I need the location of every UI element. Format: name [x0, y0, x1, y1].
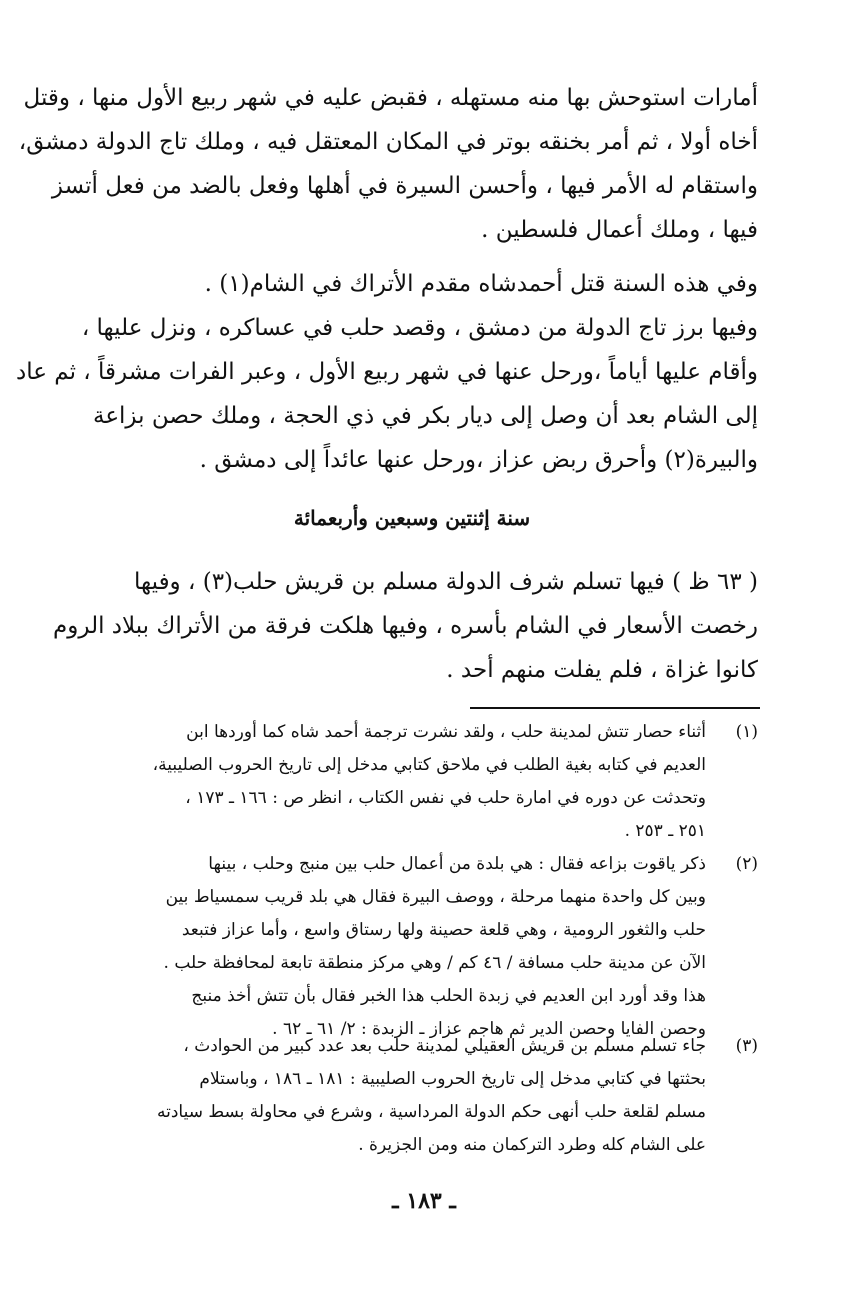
footnote-body: [66, 848, 706, 1046]
text-line: أخاه أولا ، ثم أمر بخنقه بوتر في المكان المعتقل فيه ، وملك تاج الدولة دمشق،: [18, 129, 758, 155]
footnote-line: حلب والثغور الرومية ، وهي قلعة حصينة ولها رستاق واسع ، وأما عزاز فتبعد: [181, 920, 706, 940]
text-line: وأقام عليها أياماً ،ورحل عنها في شهر ربيع الأول ، وعبر الفرات مشرقاً ، ثم عاد: [16, 359, 758, 385]
text-line: ( ٦٣ ظ ) فيها تسلم شرف الدولة مسلم بن قريش حلب(٣) ، وفيها: [134, 569, 758, 595]
footnote-line: وتحدثت عن دوره في امارة حلب في نفس الكتاب ، انظر ص : ١٦٦ ـ ١٧٣ ،: [185, 788, 706, 808]
text-line: والبيرة(٢) وأحرق ربض عزاز ،ورحل عنها عائداً إلى دمشق .: [199, 447, 758, 473]
paragraph-4: [53, 560, 758, 692]
footnote-number: (٢): [735, 854, 758, 874]
paragraph-2: [66, 262, 758, 306]
text-line: إلى الشام بعد أن وصل إلى ديار بكر في ذي الحجة ، وملك حصن بزاعة: [92, 403, 758, 429]
section-heading: سنة إثنتين وسبعين وأربعمائة: [293, 506, 531, 530]
footnote-line: مسلم لقلعة حلب أنهى حكم الدولة المرداسية ، وشرع في محاولة بسط سيادته: [156, 1102, 706, 1122]
footnote-line: الآن عن مدينة حلب مسافة / ٤٦ كم / وهي مركز منطقة تابعة لمحافظة حلب .: [163, 953, 706, 973]
footnote-line: على الشام كله وطرد التركمان منه ومن الجزيرة .: [358, 1135, 706, 1155]
text-line: وفي هذه السنة قتل أحمدشاه مقدم الأتراك في الشام(١) .: [204, 271, 758, 297]
text-line: أمارات استوحش بها منه مستهله ، فقبض عليه في شهر ربيع الأول منها ، وقتل: [23, 85, 758, 111]
footnote-number: (١): [735, 722, 758, 742]
footnote-1: [66, 716, 758, 848]
text-line: كانوا غزاة ، فلم يفلت منهم أحد .: [446, 657, 758, 683]
footnote-line: هذا وقد أورد ابن العديم في زبدة الحلب هذا الخبر فقال بأن تتش أخذ منبج: [191, 986, 706, 1006]
footnote-line: أثناء حصار تتش لمدينة حلب ، ولقد نشرت ترجمة أحمد شاه كما أوردها ابن: [186, 722, 706, 742]
footnote-line: وبين كل واحدة منهما مرحلة ، ووصف البيرة فقال هي بلد قريب سمسياط بين: [165, 887, 706, 907]
footnote-line: ذكر ياقوت بزاعه فقال : هي بلدة من أعمال حلب بين منبج وحلب ، بينها: [208, 854, 706, 874]
footnote-body: [66, 1030, 706, 1162]
text-line: وفيها برز تاج الدولة من دمشق ، وقصد حلب في عساكره ، ونزل عليها ،: [81, 315, 758, 341]
text-line: فيها ، وملك أعمال فلسطين .: [481, 217, 758, 243]
footnote-number: (٣): [735, 1036, 758, 1056]
page-number: ـ ١٨٣ ـ: [392, 1188, 456, 1214]
footnote-line: جاء تسلم مسلم بن قريش العقيلي لمدينة حلب بعد عدد كبير من الحوادث ،: [183, 1036, 706, 1056]
footnote-2: [66, 848, 758, 1046]
paragraph-1: [18, 76, 758, 252]
footnote-body: [66, 716, 706, 848]
paragraph-3: [16, 306, 758, 482]
footnote-line: وحصن الفايا وحصن الدير ثم هاجم عزاز ـ الزبدة : ٢/ ٦١ ـ ٦٢ .: [272, 1019, 706, 1039]
footnote-3: [66, 1030, 758, 1162]
footnote-line: بحثتها في كتابي مدخل إلى تاريخ الحروب الصليبية : ١٨١ ـ ١٨٦ ، وباستلام: [199, 1069, 706, 1089]
footnote-line: العديم في كتابه بغية الطلب في ملاحق كتابي مدخل إلى تاريخ الحروب الصليبية،: [152, 755, 706, 775]
footnote-line: ٢٥١ ـ ٢٥٣ .: [624, 821, 706, 841]
footnote-separator: [470, 707, 760, 709]
text-line: رخصت الأسعار في الشام بأسره ، وفيها هلكت فرقة من الأتراك ببلاد الروم: [53, 613, 758, 639]
text-line: واستقام له الأمر فيها ، وأحسن السيرة في أهلها وفعل بالضد من فعل أتسز: [51, 173, 758, 199]
